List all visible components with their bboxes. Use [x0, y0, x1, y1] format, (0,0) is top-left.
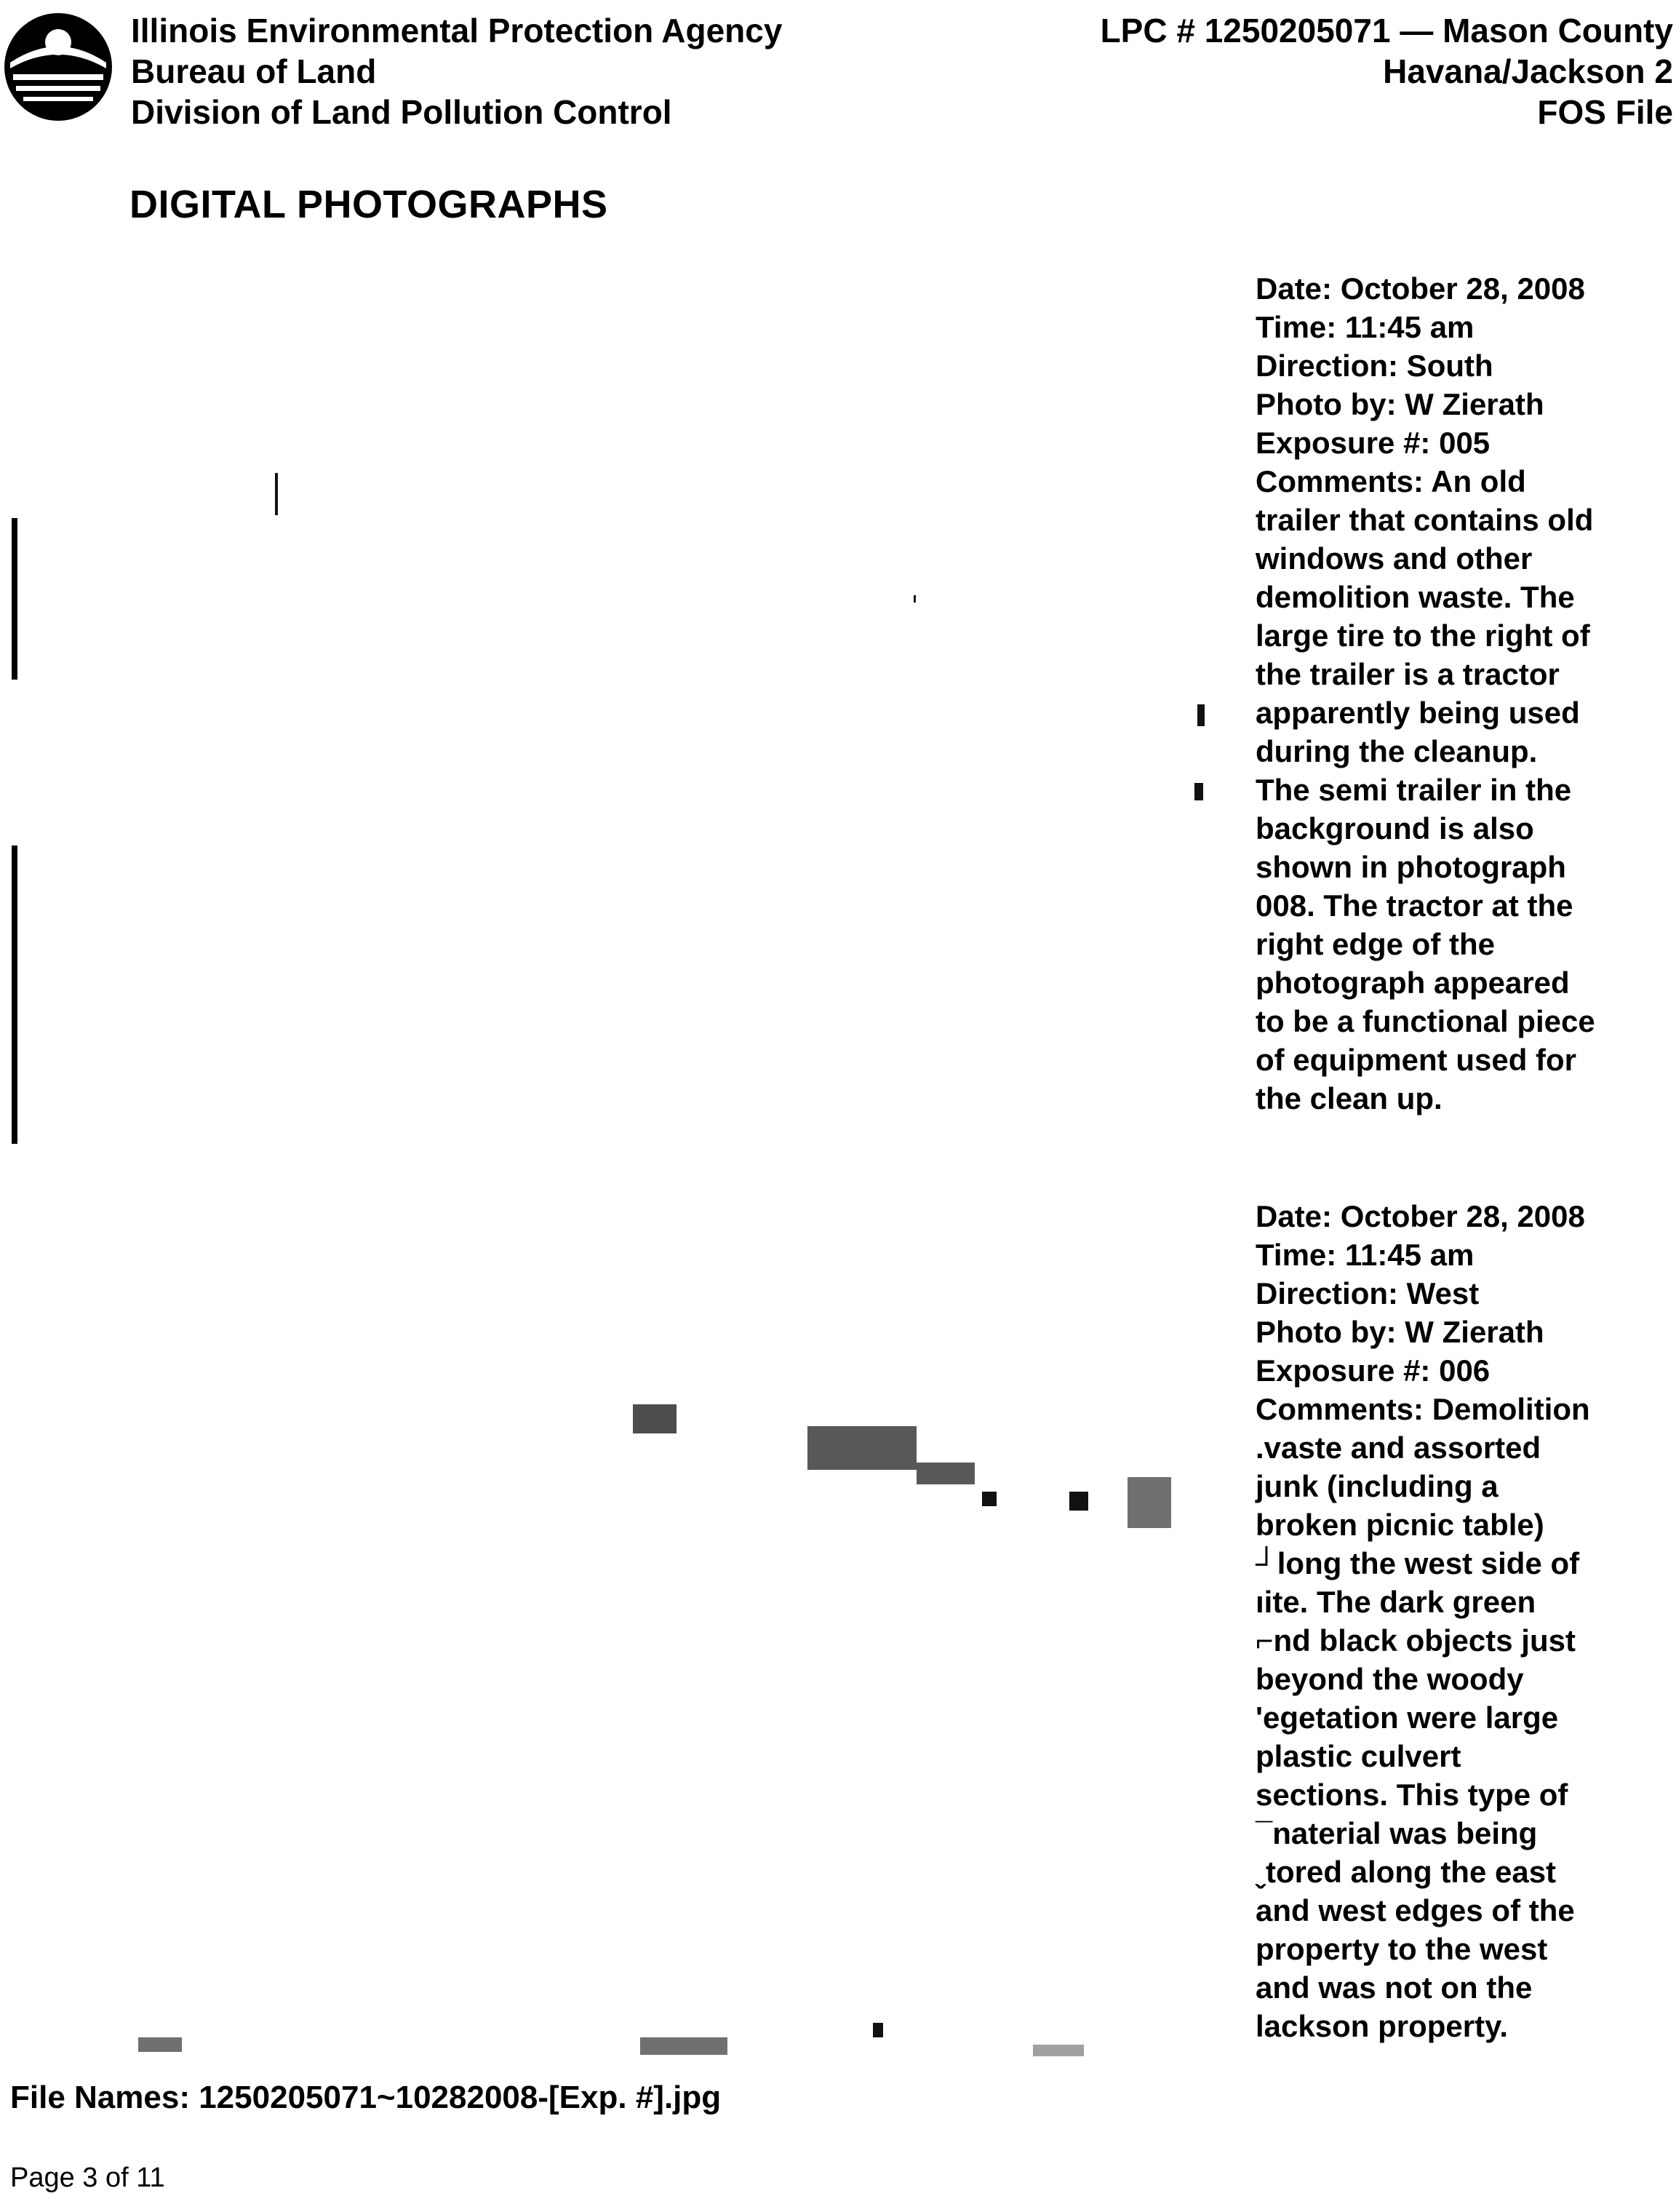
scan-artifact [1128, 1477, 1171, 1528]
division-name: Division of Land Pollution Control [131, 93, 672, 131]
scan-artifact [1069, 1492, 1088, 1511]
caption-line: large tire to the right of [1256, 618, 1590, 653]
scan-artifact [807, 1426, 917, 1470]
caption-line: ⌐nd black objects just [1256, 1623, 1576, 1658]
scan-artifact [873, 2023, 883, 2037]
caption-line: Date: October 28, 2008 [1256, 271, 1585, 306]
lpc-header [1101, 10, 1673, 132]
scan-edge-bar [12, 518, 17, 680]
bureau-name: Bureau of Land [131, 52, 377, 90]
caption-line: Direction: South [1256, 349, 1493, 383]
caption-line: and west edges of the [1256, 1893, 1575, 1927]
caption-line: the trailer is a tractor [1256, 657, 1560, 691]
scan-artifact [1033, 2045, 1084, 2056]
scan-artifact [1197, 704, 1205, 726]
site-name: Havana/Jackson 2 [1383, 52, 1673, 90]
caption-line: demolition waste. The [1256, 580, 1575, 614]
caption-line: Comments: Demolition [1256, 1392, 1590, 1426]
caption-line: Exposure #: 006 [1256, 1353, 1491, 1388]
scan-artifact [633, 1404, 677, 1433]
scan-edge-bar [12, 846, 17, 1144]
caption-line: windows and other [1256, 541, 1533, 576]
caption-line: Direction: West [1256, 1276, 1480, 1310]
caption-line: junk (including a [1256, 1469, 1499, 1503]
caption-line: broken picnic table) [1256, 1508, 1544, 1542]
photo-005 [22, 262, 1215, 1164]
caption-line: of equipment used for [1256, 1043, 1576, 1077]
caption-line: sections. This type of [1256, 1778, 1568, 1812]
caption-line: trailer that contains old [1256, 503, 1594, 537]
scan-artifact [138, 2037, 182, 2052]
scan-artifact [1194, 783, 1203, 800]
file-type: FOS File [1537, 93, 1673, 131]
caption-line: 008. The tractor at the [1256, 888, 1573, 923]
agency-name: Illinois Environmental Protection Agency [131, 12, 783, 49]
caption-line: right edge of the [1256, 927, 1495, 961]
caption-line: apparently being used [1256, 696, 1580, 730]
caption-line: Exposure #: 005 [1256, 426, 1491, 460]
caption-line: lackson property. [1256, 2009, 1508, 2043]
photo-006-caption [1256, 1197, 1663, 2045]
agency-header [131, 10, 782, 132]
caption-line: ┘long the west side of [1256, 1546, 1580, 1580]
caption-line: Photo by: W Zierath [1256, 387, 1544, 421]
caption-line: to be a functional piece [1256, 1004, 1595, 1038]
caption-line: Photo by: W Zierath [1256, 1315, 1544, 1349]
photo-006 [22, 1193, 1215, 2059]
scan-artifact [982, 1492, 997, 1506]
caption-line: .vaste and assorted [1256, 1431, 1541, 1465]
caption-line: plastic culvert [1256, 1739, 1461, 1773]
caption-line: Date: October 28, 2008 [1256, 1199, 1585, 1233]
scan-artifact [914, 595, 916, 602]
caption-line: during the cleanup. [1256, 734, 1538, 768]
scan-artifact [917, 1463, 975, 1484]
page-title: DIGITAL PHOTOGRAPHS [129, 183, 608, 226]
caption-line: Time: 11:45 am [1256, 1238, 1475, 1272]
photo-005-caption [1256, 269, 1663, 1118]
caption-line: background is also [1256, 811, 1534, 846]
file-names: File Names: 1250205071~10282008-[Exp. #].jpg [10, 2080, 722, 2115]
iepa-logo-icon [0, 9, 116, 125]
scan-artifact [640, 2037, 727, 2055]
caption-line: and was not on the [1256, 1970, 1533, 2005]
page-number: Page 3 of 11 [10, 2163, 165, 2193]
caption-line: ıite. The dark green [1256, 1585, 1536, 1619]
lpc-number: LPC # 1250205071 — Mason County [1100, 12, 1673, 49]
caption-line: Comments: An old [1256, 464, 1526, 498]
scan-artifact [275, 473, 278, 515]
caption-line: shown in photograph [1256, 850, 1566, 884]
caption-line: ˬtored along the east [1256, 1855, 1557, 1889]
caption-line: The semi trailer in the [1256, 773, 1572, 807]
caption-line: ¯naterial was being [1256, 1816, 1538, 1850]
caption-line: Time: 11:45 am [1256, 310, 1475, 344]
caption-line: the clean up. [1256, 1081, 1442, 1115]
caption-line: beyond the woody [1256, 1662, 1524, 1696]
caption-line: property to the west [1256, 1932, 1548, 1966]
caption-line: ʹegetation were large [1256, 1700, 1559, 1735]
caption-line: photograph appeared [1256, 966, 1570, 1000]
